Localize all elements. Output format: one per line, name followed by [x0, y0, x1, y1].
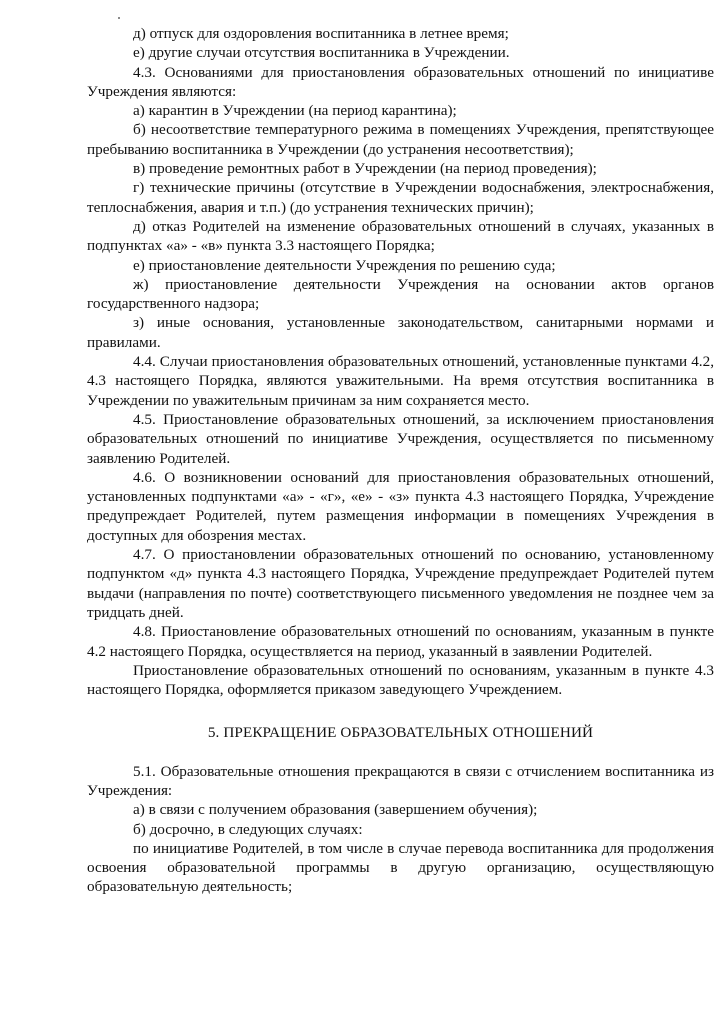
section-heading: 5. ПРЕКРАЩЕНИЕ ОБРАЗОВАТЕЛЬНЫХ ОТНОШЕНИЙ	[207, 724, 594, 742]
paragraph-court: е) приостановление деятельности Учреждения по решению суда;	[133, 256, 556, 274]
paragraph-refusal: д) отказ Родителей на изменение образовательных отношений в случаях, указанных в подпунктах «а» - «в» пункта 3.3 настоящего Порядка;	[87, 217, 714, 255]
paragraph-early: б) досрочно, в следующих случаях:	[133, 820, 363, 838]
paragraph-parents-initiative: по инициативе Родителей, в том числе в случае перевода воспитанника для продолжения освоения образовательной программы в другую организацию, осуществляющую образовательную деятельность;	[87, 839, 714, 896]
scan-speck	[118, 17, 120, 19]
paragraph-4-5: 4.5. Приостановление образовательных отношений, за исключением приостановления образовательных отношений по инициативе Учреждения, осуществляется по письменному заявлению Родителей.	[87, 410, 714, 467]
paragraph-4-7: 4.7. О приостановлении образовательных отношений по основанию, установленному подпунктом «д» пункта 4.3 настоящего Порядка, Учреждение предупреждает Родителей путем выдачи (направления по почте) соответствующего письменного уведомления не позднее чем за тридцать дней.	[87, 546, 714, 621]
paragraph-technical: г) технические причины (отсутствие в Учреждении водоснабжения, электроснабжения, теплоснабжения, авария и т.п.) (до устранения технических причин);	[87, 179, 714, 216]
paragraph-other-absence: е) другие случаи отсутствия воспитанника в Учреждении.	[133, 44, 510, 62]
paragraph-4-3: 4.3. Основаниями для приостановления образовательных отношений по инициативе Учреждения являются:	[87, 63, 714, 100]
paragraph-education-received: а) в связи с получением образования (завершением обучения);	[133, 801, 538, 819]
paragraph-4-8: 4.8. Приостановление образовательных отношений по основаниям, указанным в пункте 4.2 настоящего Порядка, осуществляется на период, указанный в заявлении Родителей.	[87, 623, 714, 660]
paragraph-4-4: 4.4. Случаи приостановления образовательных отношений, установленные пунктами 4.2, 4.3 настоящего Порядка, являются уважительными. На время отсутствия воспитанника в Учреждении по уважительным причинам за ним сохраняется место.	[87, 353, 714, 409]
paragraph-leave-summer: д) отпуск для оздоровления воспитанника в летнее время;	[133, 25, 509, 42]
paragraph-temperature: б) несоответствие температурного режима в помещениях Учреждения, препятствующее пребыванию воспитанника в Учреждении (до устранения несоответствия);	[87, 121, 714, 158]
paragraph-4-6: 4.6. О возникновении оснований для приостановления образовательных отношений, установленных подпунктами «а» - «г», «е» - «з» пункта 4.3 настоящего Порядка, Учреждение предупреждает Родителей, путем размещения информации в помещениях Учреждения в доступных для обозрения местах.	[87, 468, 714, 544]
paragraph-5-1: 5.1. Образовательные отношения прекращаются в связи с отчислением воспитанника из Учреждения:	[87, 762, 714, 799]
paragraph-order: Приостановление образовательных отношений по основаниям, указанным в пункте 4.3 настоящего Порядка, оформляется приказом заведующего Учреждением.	[87, 661, 714, 699]
paragraph-supervision: ж) приостановление деятельности Учреждения на основании актов органов государственного надзора;	[87, 275, 714, 313]
paragraph-quarantine: а) карантин в Учреждении (на период карантина);	[133, 102, 457, 120]
paragraph-repair: в) проведение ремонтных работ в Учреждении (на период проведения);	[133, 160, 597, 178]
paragraph-other-grounds: з) иные основания, установленные законодательством, санитарными нормами и правилами.	[87, 314, 714, 351]
